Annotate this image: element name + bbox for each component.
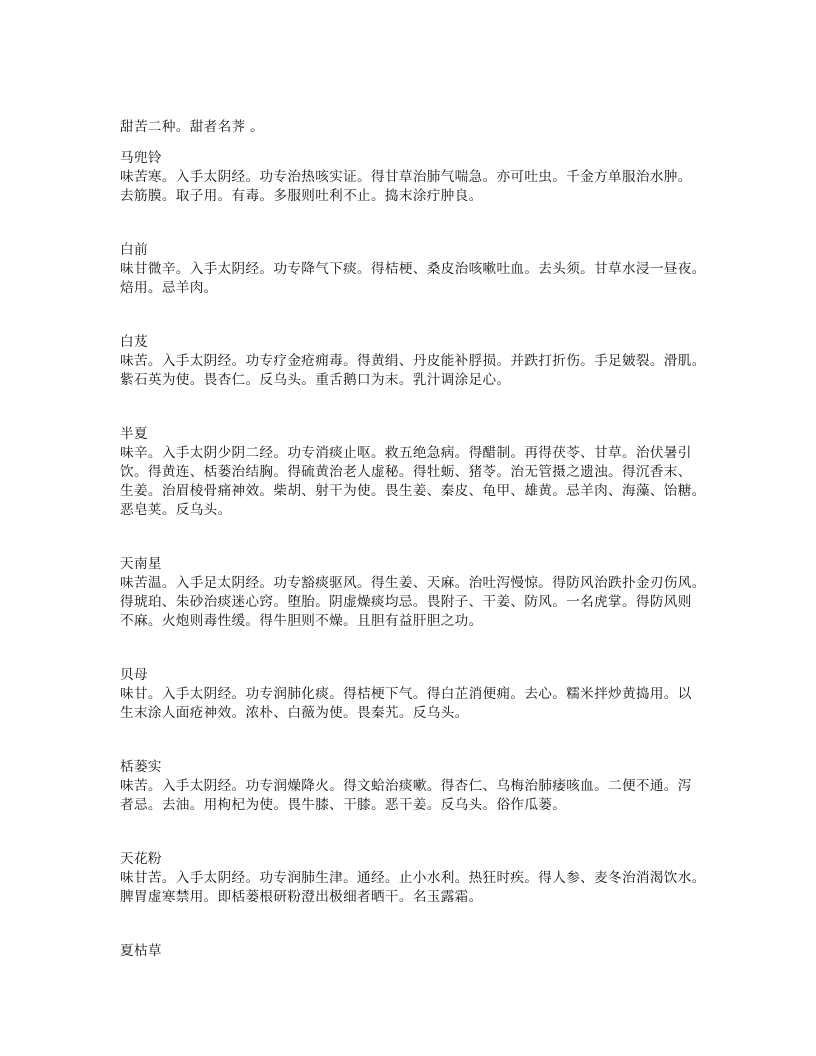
- herb-description-line: 味辛。入手太阴少阴二经。功专消痰止呕。救五绝急病。得醋制。再得茯苓、甘草。治伏暑引: [120, 445, 692, 461]
- herb-description-line: 味甘苦。入手太阴经。功专润肺生津。通经。止小水利。热狂时疾。得人参、麦冬治消渴饮水。: [120, 870, 706, 886]
- herb-description-line: 味甘。入手太阴经。功专润肺化痰。得桔梗下气。得白芷消便痈。去心。糯米拌炒黄捣用。以: [120, 686, 692, 702]
- herb-description-line: 者忌。去油。用枸杞为使。畏牛膝、干膝。恶干姜。反乌头。俗作瓜蒌。: [120, 797, 567, 813]
- herb-entry: [120, 666, 720, 723]
- herb-title: 白前: [120, 242, 148, 258]
- herb-entry: [120, 149, 720, 206]
- herb-title: 天花粉: [120, 851, 162, 867]
- herb-description-line: 味甘微辛。入手太阴经。功专降气下痰。得桔梗、桑皮治咳嗽吐血。去头须。甘草水浸一昼夜。: [120, 261, 706, 277]
- herb-description-line: 紫石英为使。畏杏仁。反乌头。重舌鹅口为末。乳汁调涂足心。: [120, 372, 511, 388]
- herb-description-line: 味苦。入手太阴经。功专润燥降火。得文蛤治痰嗽。得杏仁、乌梅治肺痿咳血。二便不通。泻: [120, 778, 692, 794]
- intro-text: 甜苦二种。甜者名荠 。: [120, 119, 265, 135]
- herb-description-line: 得琥珀、朱砂治痰迷心窍。堕胎。阴虚燥痰均忌。畏附子、干姜、防风。一名虎掌。得防风则: [120, 594, 692, 610]
- herb-title: 栝蒌实: [120, 759, 162, 775]
- herb-entry: [120, 241, 720, 298]
- herb-description-line: 恶皂荚。反乌头。: [120, 502, 232, 518]
- herb-title: 夏枯草: [120, 943, 162, 959]
- herb-description-line: 生姜。治眉棱骨痛神效。柴胡、射干为使。畏生姜、秦皮、龟甲、雄黄。忌羊肉、海藻、饴糖。: [120, 483, 706, 499]
- herb-entry: [120, 333, 720, 390]
- herb-title: 马兜铃: [120, 150, 162, 166]
- herb-title: 白芨: [120, 334, 148, 350]
- herb-description-line: 脾胃虚寒禁用。即栝蒌根研粉澄出极细者晒干。名玉露霜。: [120, 889, 483, 905]
- herb-description-line: 焙用。忌羊肉。: [120, 280, 218, 296]
- herb-description-line: 饮。得黄连、栝蒌治结胸。得硫黄治老人虚秘。得牡蛎、猪苓。治无管摄之遗浊。得沉香末、: [120, 464, 692, 480]
- herb-entry: [120, 425, 720, 520]
- herb-entry: [120, 850, 720, 907]
- herb-description-line: 味苦寒。入手太阴经。功专治热咳实证。得甘草治肺气喘急。亦可吐虫。千金方单服治水肿。: [120, 169, 692, 185]
- herb-entry: [120, 942, 720, 961]
- herb-title: 天南星: [120, 556, 162, 572]
- herb-entry: [120, 758, 720, 815]
- herb-description-line: 味苦。入手太阴经。功专疗金疮痈毒。得黄绢、丹皮能补脬损。并跌打折伤。手足皴裂。滑肌。: [120, 353, 706, 369]
- herb-entry: [120, 555, 720, 631]
- herb-title: 半夏: [120, 426, 148, 442]
- herb-title: 贝母: [120, 667, 148, 683]
- herb-description-line: 生末涂人面疮神效。浓朴、白薇为使。畏秦艽。反乌头。: [120, 705, 469, 721]
- herb-description-line: 去筋膜。取子用。有毒。多服则吐利不止。捣末涂疔肿良。: [120, 188, 483, 204]
- herb-description-line: 不麻。火炮则毒性缓。得牛胆则不燥。且胆有益肝胆之功。: [120, 613, 483, 629]
- document-page: [120, 118, 720, 996]
- herb-description-line: 味苦温。入手足太阴经。功专豁痰驱风。得生姜、天麻。治吐泻慢惊。得防风治跌扑金刃伤风。: [120, 575, 706, 591]
- herb-entries: [120, 149, 720, 961]
